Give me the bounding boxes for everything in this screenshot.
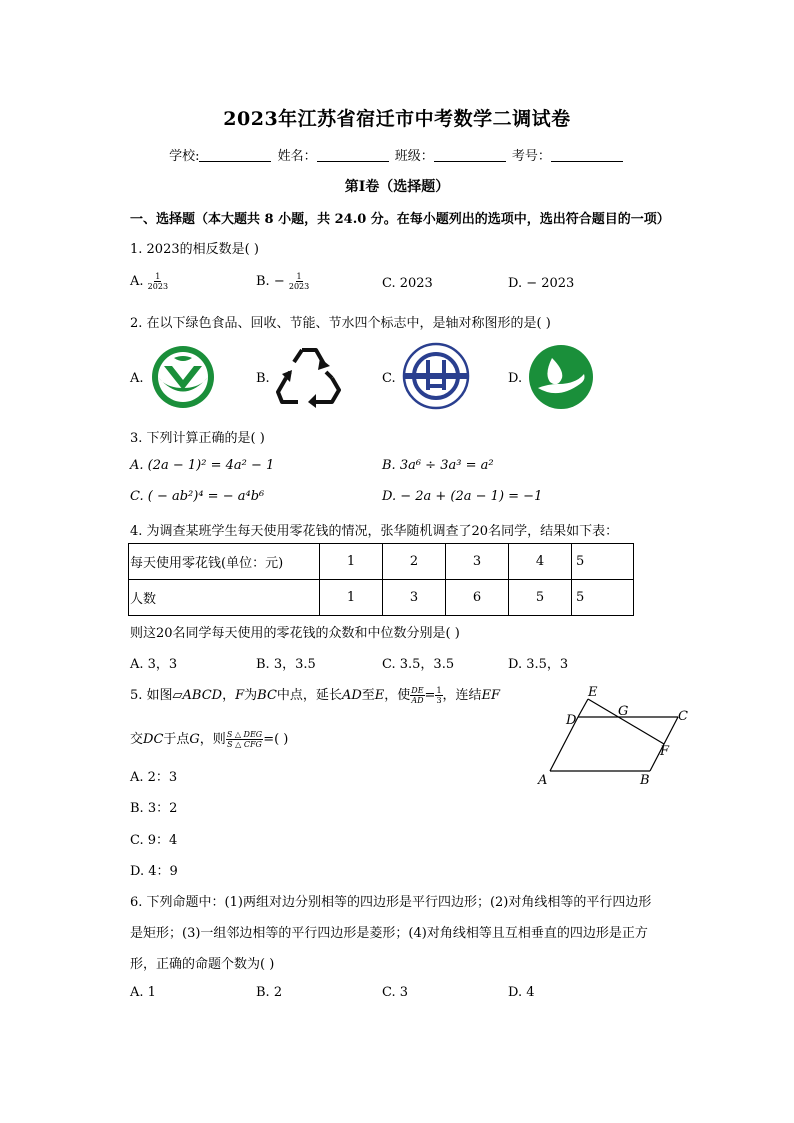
q3-option-b: B. 3a⁶ ÷ 3a³ = a² — [382, 458, 494, 473]
math-var: E — [374, 688, 385, 703]
table-cell: 5 — [509, 580, 572, 616]
q1-option-b — [256, 272, 309, 291]
table-cell: 1 — [320, 544, 383, 580]
text: 交 — [130, 732, 144, 747]
q6-option-c: C. 3 — [382, 985, 409, 1000]
q5-option-b: B. 3：2 — [130, 801, 178, 816]
label-a: A — [538, 773, 548, 788]
table-cell: 5 — [572, 544, 634, 580]
q2-option-b-label: B. — [256, 371, 270, 386]
question-2-stem: 2. 在以下绿色食品、回收、节能、节水四个标志中，是轴对称图形的是( ) — [130, 316, 551, 331]
student-info-line — [0, 145, 794, 164]
numerator: 1 — [296, 272, 302, 281]
school-label: 学校: — [169, 149, 200, 164]
minus-sign: − — [273, 274, 285, 289]
table-cell: 5 — [572, 580, 634, 616]
q6-option-b: B. 2 — [256, 985, 283, 1000]
q4-option-a: A. 3，3 — [130, 657, 178, 672]
q1-option-d: D. − 2023 — [508, 276, 575, 291]
q2-option-d-label: D. — [508, 371, 523, 386]
text: 为 — [244, 688, 258, 703]
q5-option-a: A. 2：3 — [130, 770, 178, 785]
q1-option-a — [130, 272, 168, 291]
class-label: 班级： — [394, 149, 434, 164]
question-5-stem-line2 — [130, 728, 288, 749]
q5-option-c: C. 9：4 — [130, 833, 178, 848]
school-blank[interactable] — [199, 149, 271, 162]
math-var: DC — [143, 732, 164, 747]
math-var: EF — [481, 688, 501, 703]
q1-option-c: C. 2023 — [382, 276, 433, 291]
text: =( ) — [263, 732, 289, 747]
q3-option-a: A. (2a − 1)² = 4a² − 1 — [130, 458, 275, 473]
text: 5. 如图▱ — [130, 688, 183, 703]
numerator: S △ DEG — [226, 730, 263, 739]
table-cell: 4 — [509, 544, 572, 580]
fraction — [289, 272, 309, 291]
numerator: DE — [411, 686, 424, 695]
name-blank[interactable] — [317, 149, 389, 162]
data-table — [128, 543, 634, 616]
table-cell: 每天使用零花钱(单位：元) — [129, 544, 320, 580]
recycle-logo-icon — [276, 344, 342, 408]
question-4-stem: 4. 为调查某班学生每天使用零花钱的情况，张华随机调查了20名同学，结果如下表： — [130, 524, 619, 539]
denominator: 2023 — [288, 282, 310, 291]
fraction — [410, 686, 424, 705]
question-4-followup: 则这20名同学每天使用的零花钱的众数和中位数分别是( ) — [130, 626, 460, 641]
option-label: B. — [256, 274, 270, 289]
table-row — [129, 544, 634, 580]
text: = — [424, 688, 436, 703]
label-e: E — [588, 685, 598, 700]
name-label: 姓名： — [277, 149, 317, 164]
q4-option-c: C. 3.5，3.5 — [382, 657, 455, 672]
fraction — [148, 272, 168, 291]
text: 于点 — [163, 732, 190, 747]
exam-number-blank[interactable] — [551, 149, 623, 162]
text: ，连结 — [442, 688, 482, 703]
q4-option-d: D. 3.5，3 — [508, 657, 569, 672]
math-var: F — [235, 688, 245, 703]
section-heading: 一、选择题（本大题共 8 小题，共 24.0 分。在每小题列出的选项中，选出符合题目的一项） — [130, 212, 670, 227]
table-cell: 3 — [446, 544, 509, 580]
question-6-line1: 6. 下列命题中：(1)两组对边分别相等的四边形是平行四边形；(2)对角线相等的平行四边形 — [130, 895, 652, 910]
numerator: 1 — [436, 686, 442, 695]
label-c: C — [678, 709, 688, 724]
text: ， — [222, 688, 236, 703]
q2-option-a-label: A. — [130, 371, 144, 386]
q6-option-a: A. 1 — [130, 985, 156, 1000]
option-label: A. — [130, 274, 144, 289]
question-6-line2: 是矩形；(3)一组邻边相等的平行四边形是菱形；(4)对角线相等且互相垂直的四边形是正方 — [130, 926, 648, 941]
q2-option-c-label: C. — [382, 371, 396, 386]
table-cell: 人数 — [129, 580, 320, 616]
q5-option-d: D. 4：9 — [130, 864, 178, 879]
text: ，使 — [384, 688, 411, 703]
segment-de — [578, 699, 588, 717]
numerator: 1 — [155, 272, 161, 281]
question-6-line3: 形，正确的命题个数为( ) — [130, 957, 275, 972]
denominator: AD — [411, 696, 424, 705]
denominator: 2023 — [147, 282, 169, 291]
q3-option-c: C. ( − ab²)⁴ = − a⁴b⁶ — [130, 489, 265, 504]
text: 中点，延长 — [276, 688, 342, 703]
table-cell: 6 — [446, 580, 509, 616]
q6-option-d: D. 4 — [508, 985, 535, 1000]
fraction — [226, 730, 263, 749]
table-cell: 1 — [320, 580, 383, 616]
fraction — [435, 686, 442, 705]
table-cell: 2 — [383, 544, 446, 580]
parallelogram-figure — [530, 682, 700, 792]
q4-option-b: B. 3，3.5 — [256, 657, 316, 672]
table-cell: 3 — [383, 580, 446, 616]
label-f: F — [660, 744, 670, 759]
table-row — [129, 580, 634, 616]
text: 至 — [361, 688, 375, 703]
volume-heading: 第I卷（选择题） — [344, 179, 450, 195]
math-var: AD — [341, 688, 362, 703]
question-5-stem-line1 — [130, 684, 500, 705]
text: ，则 — [199, 732, 226, 747]
water-saving-logo-icon — [528, 344, 594, 410]
exam-number-label: 考号： — [511, 149, 551, 164]
denominator: 3 — [436, 696, 442, 705]
question-1-stem: 1. 2023的相反数是( ) — [130, 242, 259, 257]
label-g: G — [618, 704, 629, 719]
q3-option-d: D. − 2a + (2a − 1) = −1 — [382, 489, 543, 504]
class-blank[interactable] — [434, 149, 506, 162]
denominator: S △ CFG — [227, 740, 262, 749]
page-title: 2023年江苏省宿迁市中考数学二调试卷 — [223, 108, 571, 130]
math-var: G — [189, 732, 200, 747]
math-var: ABCD — [182, 688, 223, 703]
question-3-stem: 3. 下列计算正确的是( ) — [130, 431, 265, 446]
energy-saving-logo-icon — [402, 342, 470, 410]
green-food-logo-icon — [150, 344, 216, 410]
label-d: D — [566, 713, 577, 728]
math-var: BC — [257, 688, 277, 703]
label-b: B — [640, 773, 650, 788]
